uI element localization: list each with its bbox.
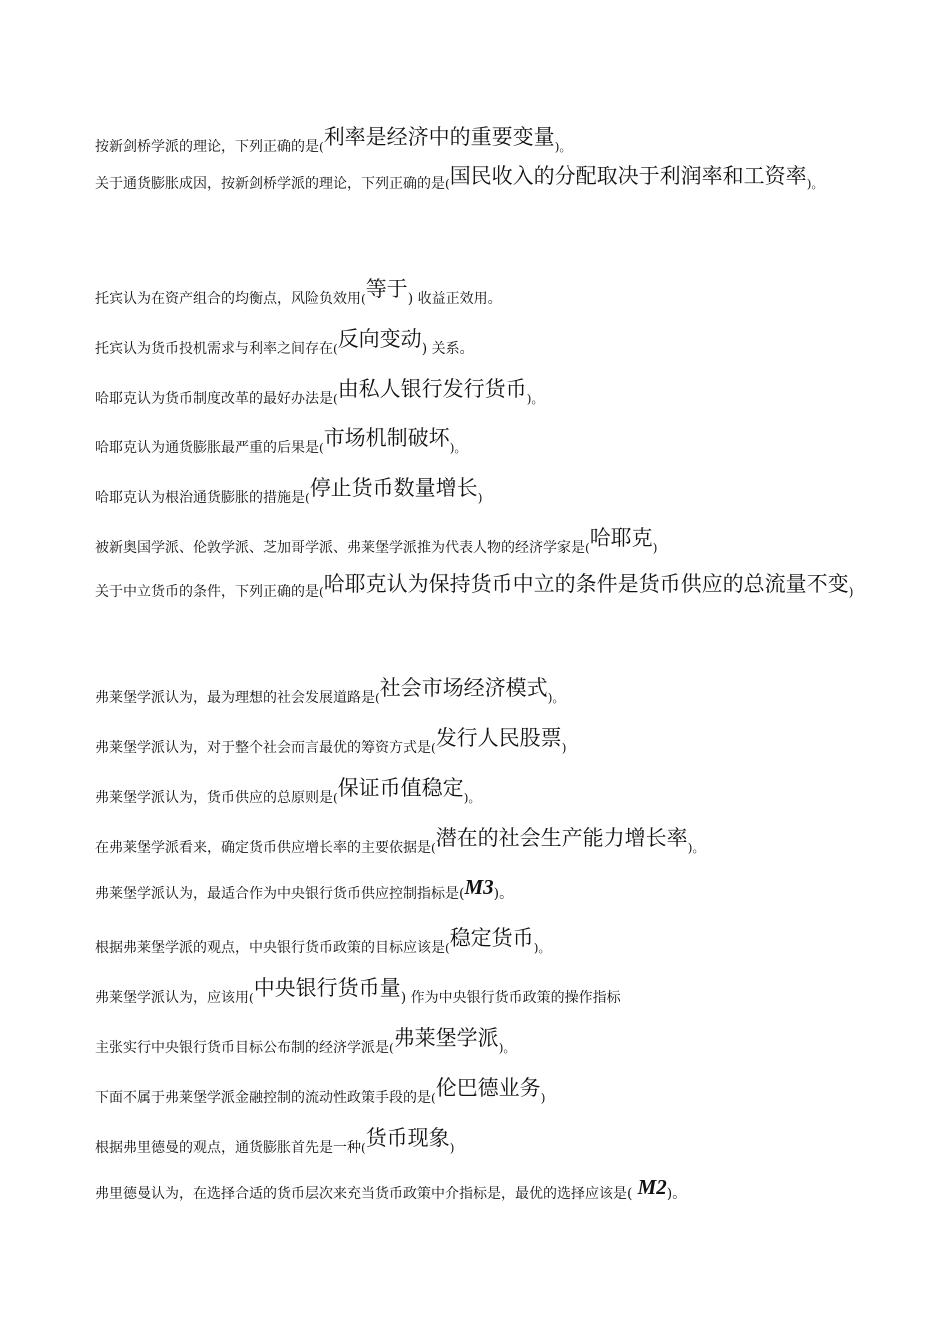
close-paren: )。 xyxy=(463,791,481,805)
question-4 xyxy=(95,327,895,360)
answer-text: M3 xyxy=(464,875,494,899)
question-text: 弗莱堡学派认为，最适合作为中央银行货币供应控制指标是 xyxy=(95,886,459,902)
open-paren: ( xyxy=(459,886,465,902)
open-paren: ( xyxy=(361,1141,366,1155)
close-paren: )。 xyxy=(449,441,467,455)
open-paren: ( xyxy=(319,140,324,154)
answer-text: 潜在的社会生产能力增长率 xyxy=(435,826,688,850)
question-11 xyxy=(95,726,895,759)
open-paren: ( xyxy=(431,741,436,755)
question-14 xyxy=(95,875,895,904)
answer-text: M2 xyxy=(637,1175,667,1199)
answer-text: 哈耶克认为保持货币中立的条件是货币供应的总流量不变 xyxy=(323,572,849,596)
open-paren: ( xyxy=(249,991,254,1005)
close-paren: )。 xyxy=(806,177,824,191)
open-paren: ( xyxy=(445,177,450,191)
open-paren: ( xyxy=(375,691,380,705)
close-paren: )。 xyxy=(687,841,705,855)
question-9 xyxy=(95,566,895,615)
close-paren: )。 xyxy=(493,886,514,902)
open-paren: ( xyxy=(333,791,338,805)
answer-text: 利率是经济中的重要变量 xyxy=(323,125,555,149)
close-paren: ) xyxy=(848,585,854,599)
open-paren: ( xyxy=(627,1186,633,1202)
question-3 xyxy=(95,277,895,310)
question-text: 弗莱堡学派认为，货币供应的总原则是 xyxy=(95,790,333,806)
question-8 xyxy=(95,526,895,559)
open-paren: ( xyxy=(361,292,366,306)
answer-text: 由私人银行发行货币 xyxy=(337,377,527,401)
open-paren: ( xyxy=(319,585,324,599)
answer-text: 哈耶克 xyxy=(589,526,653,550)
question-2 xyxy=(95,158,895,207)
answer-text: 货币现象 xyxy=(365,1126,450,1150)
close-paren: ) xyxy=(652,541,658,555)
question-text: 关于通货膨胀成因，按新剑桥学派的理论，下列正确的是 xyxy=(95,176,445,192)
question-text: 弗里德曼认为，在选择合适的货币层次来充当货币政策中介指标是，最优的选择应该是 xyxy=(95,1186,627,1202)
open-paren: ( xyxy=(333,392,338,406)
answer-text: 社会市场经济模式 xyxy=(379,676,548,700)
question-text: 在弗莱堡学派看来，确定货币供应增长率的主要依据是 xyxy=(95,840,431,856)
question-20 xyxy=(95,1175,895,1204)
open-paren: ( xyxy=(333,342,338,356)
question-text: 下面不属于弗莱堡学派金融控制的流动性政策手段的是 xyxy=(95,1090,431,1106)
open-paren: ( xyxy=(445,941,450,955)
question-18 xyxy=(95,1076,895,1109)
question-text: 弗莱堡学派认为，应该用 xyxy=(95,990,249,1006)
close-paren: )。 xyxy=(554,140,572,154)
close-paren: )。 xyxy=(666,1186,687,1202)
question-text: 托宾认为货币投机需求与利率之间存在 xyxy=(95,341,333,357)
answer-text: 国民收入的分配取决于利润率和工资率 xyxy=(449,164,807,188)
close-paren: ) 关系。 xyxy=(421,341,474,357)
open-paren: ( xyxy=(305,491,310,505)
question-7 xyxy=(95,476,895,509)
question-15 xyxy=(95,926,895,959)
question-text: 哈耶克认为货币制度改革的最好办法是 xyxy=(95,391,333,407)
question-text: 弗莱堡学派认为，最为理想的社会发展道路是 xyxy=(95,690,375,706)
open-paren: ( xyxy=(389,1041,394,1055)
close-paren: )。 xyxy=(498,1041,516,1055)
answer-text: 弗莱堡学派 xyxy=(393,1026,499,1050)
close-paren: )。 xyxy=(547,691,565,705)
question-text: 哈耶克认为通货膨胀最严重的后果是 xyxy=(95,440,319,456)
close-paren: ) xyxy=(477,491,483,505)
open-paren: ( xyxy=(431,841,436,855)
answer-text: 中央银行货币量 xyxy=(253,976,401,1000)
answer-text: 等于 xyxy=(365,277,408,301)
question-text: 托宾认为在资产组合的均衡点，风险负效用 xyxy=(95,291,361,307)
question-6 xyxy=(95,426,895,459)
answer-text: 停止货币数量增长 xyxy=(309,476,478,500)
question-text: 哈耶克认为根治通货膨胀的措施是 xyxy=(95,490,305,506)
question-16 xyxy=(95,976,895,1009)
open-paren: ( xyxy=(585,541,590,555)
question-1 xyxy=(95,125,895,158)
close-paren: ) xyxy=(449,1141,455,1155)
answer-text: 保证币值稳定 xyxy=(337,776,464,800)
question-5 xyxy=(95,377,895,410)
close-paren: ) xyxy=(540,1091,546,1105)
close-paren: ) 收益正效用。 xyxy=(407,291,502,307)
question-10 xyxy=(95,676,895,709)
question-text: 主张实行中央银行货币目标公布制的经济学派是 xyxy=(95,1040,389,1056)
question-text: 按新剑桥学派的理论，下列正确的是 xyxy=(95,139,319,155)
question-text: 根据弗莱堡学派的观点，中央银行货币政策的目标应该是 xyxy=(95,940,445,956)
question-13 xyxy=(95,826,895,859)
question-text: 被新奥国学派、伦敦学派、芝加哥学派、弗莱堡学派推为代表人物的经济学家是 xyxy=(95,540,585,556)
question-17 xyxy=(95,1026,895,1059)
question-text: 根据弗里德曼的观点，通货膨胀首先是一种 xyxy=(95,1140,361,1156)
answer-text: 市场机制破坏 xyxy=(323,426,450,450)
open-paren: ( xyxy=(431,1091,436,1105)
close-paren: ) xyxy=(561,741,567,755)
answer-text: 发行人民股票 xyxy=(435,726,562,750)
close-paren: )。 xyxy=(526,392,544,406)
close-paren: )。 xyxy=(533,941,551,955)
question-text: 弗莱堡学派认为，对于整个社会而言最优的筹资方式是 xyxy=(95,740,431,756)
question-19 xyxy=(95,1126,895,1159)
answer-text: 稳定货币 xyxy=(449,926,534,950)
question-12 xyxy=(95,776,895,809)
question-text: 关于中立货币的条件，下列正确的是 xyxy=(95,584,319,600)
close-paren: ) 作为中央银行货币政策的操作指标 xyxy=(400,990,621,1006)
answer-text: 反向变动 xyxy=(337,327,422,351)
open-paren: ( xyxy=(319,441,324,455)
answer-text: 伦巴德业务 xyxy=(435,1076,541,1100)
